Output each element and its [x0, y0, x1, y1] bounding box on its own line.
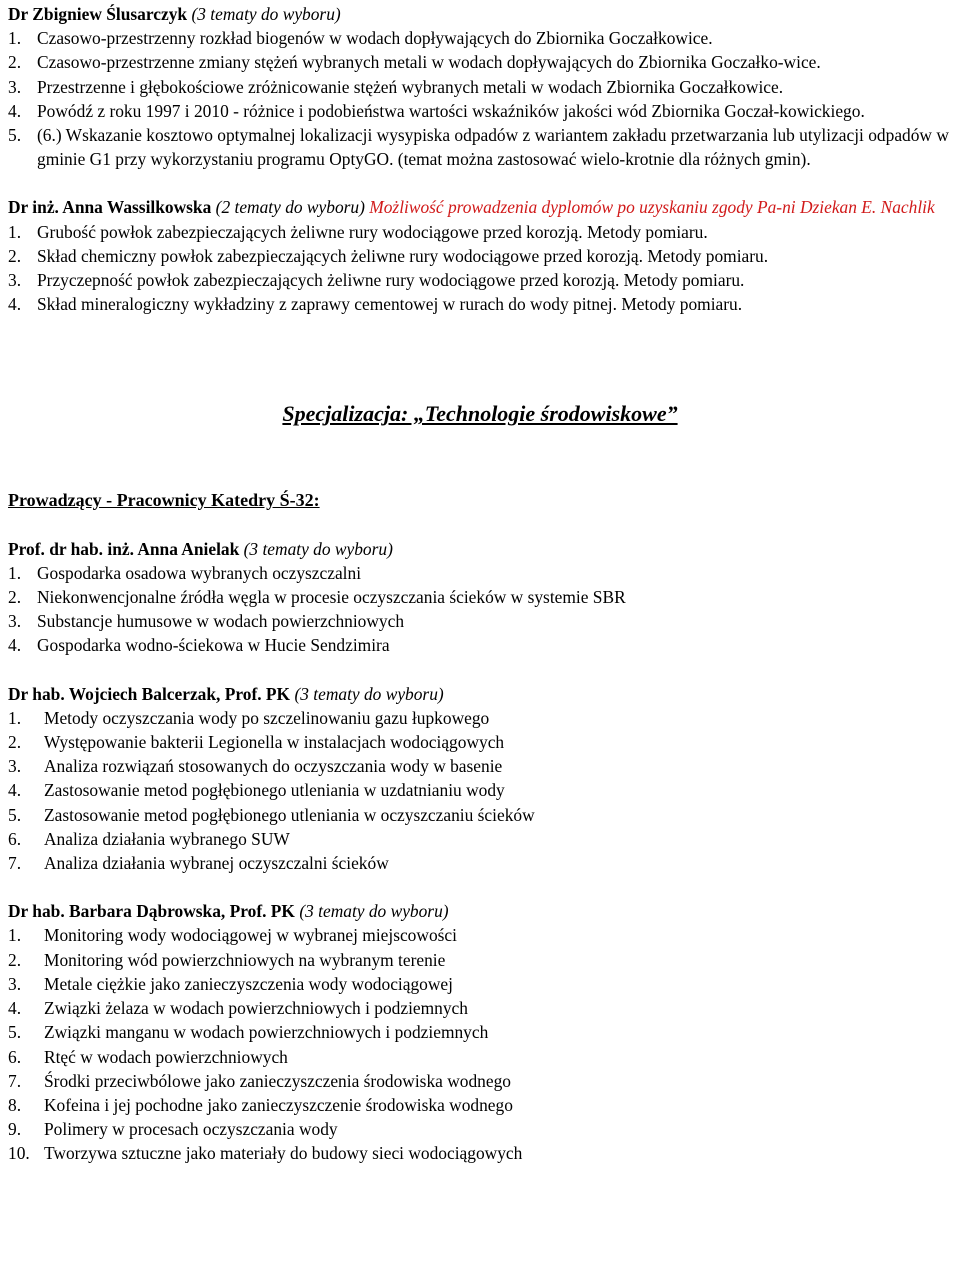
topic-item: [8, 123, 952, 171]
topic-number: 3.: [8, 756, 22, 777]
topic-text: Czasowo-przestrzenne zmiany stężeń wybranych metali w wodach dopływających do Zbiornika Goczałko-wice.: [37, 52, 821, 73]
topic-number: 1.: [8, 925, 22, 946]
topic-number: 1.: [8, 562, 22, 583]
topic-text: Występowanie bakterii Legionella w instalacjach wodociągowych: [44, 732, 505, 753]
topic-count-note: (3 tematy do wyboru): [187, 4, 341, 24]
topic-item: [8, 803, 952, 827]
topic-item: [8, 1141, 952, 1165]
topic-count-note: (3 tematy do wyboru): [294, 901, 449, 922]
staff-heading: Prowadzący - Pracownicy Katedry Ś-32:: [8, 490, 320, 511]
section-balcerzak: [8, 682, 952, 876]
topic-number: 2.: [8, 52, 22, 73]
topic-text: Niekonwencjonalne źródła węgla w procesie oczyszczania ścieków w systemie SBR: [37, 587, 626, 608]
topic-text: Przestrzenne i głębokościowe zróżnicowanie stężeń wybranych metali w wodach Zbiornika Goczałkowice.: [37, 76, 784, 97]
topic-text: Gospodarka wodno-ściekowa w Hucie Sendzimira: [37, 635, 390, 656]
topic-number: 3.: [8, 76, 22, 97]
topic-item: [8, 754, 952, 778]
topic-count-note: (2 tematy do wyboru): [211, 197, 370, 218]
supervisor-heading: [8, 2, 952, 26]
topic-item: [8, 948, 952, 972]
topic-item: [8, 923, 952, 947]
topic-item: [8, 972, 952, 996]
topic-number: 4.: [8, 998, 22, 1019]
supervisor-heading: [8, 899, 952, 923]
topic-count-note: (3 tematy do wyboru): [290, 683, 444, 704]
topic-text: Analiza rozwiązań stosowanych do oczyszczania wody w basenie: [44, 756, 503, 777]
topic-text: Powódź z roku 1997 i 2010 - różnice i podobieństwa wartości wskaźników jakości wód Zbiornika Goczał-kowickiego.: [37, 100, 865, 121]
topic-text: Analiza działania wybranego SUW: [44, 828, 290, 849]
topic-item: [8, 633, 952, 657]
topic-list: [8, 561, 952, 658]
topic-text: Rtęć w wodach powierzchniowych: [44, 1046, 288, 1067]
supervisor-heading: [8, 537, 952, 561]
topic-number: 4.: [8, 294, 22, 315]
supervisor-heading: [8, 195, 952, 219]
spacer: [8, 875, 952, 899]
topic-text: Tworzywa sztuczne jako materiały do budowy sieci wodociągowych: [44, 1143, 523, 1164]
topic-number: 9.: [8, 1119, 22, 1140]
topic-text: Metody oczyszczania wody po szczelinowaniu gazu łupkowego: [44, 707, 490, 728]
supervisor-name: Dr Zbigniew Ślusarczyk: [8, 4, 188, 24]
topic-number: 1.: [8, 28, 22, 49]
topic-number: 5.: [8, 125, 22, 146]
topic-number: 1.: [8, 707, 22, 728]
topic-number: 7.: [8, 853, 22, 874]
topic-number: 5.: [8, 804, 22, 825]
topic-item: [8, 268, 952, 292]
topic-number: 10.: [8, 1143, 30, 1164]
topic-text: (6.) Wskazanie kosztowo optymalnej lokalizacji wysypiska odpadów z wariantem zakładu przetwarzania lub utylizacji odpadów w gminie G1 przy wykorzystaniu programu OptyGO. (temat można zastosować wielo-krotnie dla różnych gmin).: [37, 125, 949, 170]
topic-item: [8, 609, 952, 633]
topic-item: [8, 292, 952, 316]
topic-text: Monitoring wody wodociągowej w wybranej miejscowości: [44, 925, 457, 946]
topic-text: Zastosowanie metod pogłębionego utleniania w uzdatnianiu wody: [44, 780, 505, 801]
topic-text: Środki przeciwbólowe jako zanieczyszczenia środowiska wodnego: [44, 1070, 511, 1091]
topic-number: 2.: [8, 245, 22, 266]
topic-number: 2.: [8, 587, 22, 608]
topic-text: Skład mineralogiczny wykładziny z zaprawy cementowej w rurach do wody pitnej. Metody pomiaru.: [37, 294, 743, 315]
section-anielak: [8, 537, 952, 658]
topic-item: [8, 1069, 952, 1093]
topic-item: [8, 1045, 952, 1069]
section-slusarczyk: [8, 2, 952, 171]
topic-item: [8, 244, 952, 268]
topic-item: [8, 778, 952, 802]
topic-item: [8, 1093, 952, 1117]
topic-number: 7.: [8, 1070, 22, 1091]
topic-text: Przyczepność powłok zabezpieczających żeliwne rury wodociągowe przed korozją. Metody pomiaru.: [37, 270, 745, 291]
section-wassilkowska: [8, 195, 952, 316]
topic-item: [8, 1117, 952, 1141]
topic-text: Metale ciężkie jako zanieczyszczenia wody wodociągowej: [44, 973, 453, 994]
topic-item: [8, 561, 952, 585]
topic-text: Polimery w procesach oczyszczania wody: [44, 1119, 338, 1140]
supervisor-title: Dr inż.: [8, 197, 63, 218]
approval-note: Możliwość prowadzenia dyplomów po uzyskaniu zgody Pa-ni Dziekan E. Nachlik: [369, 197, 935, 218]
supervisor-heading: [8, 682, 952, 706]
topic-text: Grubość powłok zabezpieczających żeliwne rury wodociągowe przed korozją. Metody pomiaru.: [37, 221, 708, 242]
section-dabrowska: [8, 899, 952, 1165]
topic-item: [8, 706, 952, 730]
topic-list: [8, 923, 952, 1165]
topic-text: Analiza działania wybranej oczyszczalni ścieków: [44, 853, 389, 874]
topic-item: [8, 827, 952, 851]
topic-count-note: (3 tematy do wyboru): [239, 538, 393, 559]
topic-number: 4.: [8, 635, 22, 656]
topic-number: 5.: [8, 1022, 22, 1043]
topic-number: 3.: [8, 270, 22, 291]
topic-item: [8, 220, 952, 244]
topic-item: [8, 730, 952, 754]
supervisor-name: Anna Wassilkowska: [62, 197, 212, 218]
topic-number: 6.: [8, 828, 22, 849]
topic-list: [8, 220, 952, 317]
topic-text: Substancje humusowe w wodach powierzchniowych: [37, 611, 405, 632]
topic-text: Czasowo-przestrzenny rozkład biogenów w wodach dopływających do Zbiornika Goczałkowice.: [37, 28, 713, 49]
topic-list: [8, 26, 952, 171]
spacer: [8, 513, 952, 537]
specialization-title: Specjalizacja: „Technologie środowiskowe”: [282, 401, 678, 427]
topic-item: [8, 26, 952, 50]
topic-number: 3.: [8, 611, 22, 632]
topic-number: 3.: [8, 973, 22, 994]
topic-number: 8.: [8, 1094, 22, 1115]
topic-text: Zastosowanie metod pogłębionego utleniania w oczyszczaniu ścieków: [44, 804, 535, 825]
topic-text: Związki żelaza w wodach powierzchniowych i podziemnych: [44, 998, 468, 1019]
spacer: [8, 171, 952, 195]
topic-item: [8, 1020, 952, 1044]
topic-text: Monitoring wód powierzchniowych na wybranym terenie: [44, 949, 446, 970]
topic-number: 6.: [8, 1046, 22, 1067]
topic-text: Kofeina i jej pochodne jako zanieczyszczenie środowiska wodnego: [44, 1094, 513, 1115]
topic-item: [8, 851, 952, 875]
topic-item: [8, 50, 952, 74]
topic-list: [8, 706, 952, 875]
topic-text: Gospodarka osadowa wybranych oczyszczalni: [37, 562, 362, 583]
topic-number: 1.: [8, 221, 22, 242]
topic-number: 4.: [8, 100, 22, 121]
spacer: [8, 428, 952, 488]
topic-number: 4.: [8, 780, 22, 801]
topic-text: Związki manganu w wodach powierzchniowych i podziemnych: [44, 1022, 489, 1043]
topic-item: [8, 585, 952, 609]
topic-item: [8, 99, 952, 123]
supervisor-name: Prof. dr hab. inż. Anna Anielak: [8, 538, 240, 559]
topic-item: [8, 996, 952, 1020]
spacer: [8, 658, 952, 682]
topic-item: [8, 75, 952, 99]
topic-text: Skład chemiczny powłok zabezpieczających żeliwne rury wodociągowe przed korozją. Metody pomiaru.: [37, 245, 769, 266]
supervisor-name: Dr hab. Barbara Dąbrowska, Prof. PK: [8, 901, 295, 922]
topic-number: 2.: [8, 732, 22, 753]
spacer: [8, 316, 952, 400]
topic-number: 2.: [8, 949, 22, 970]
supervisor-name: Dr hab. Wojciech Balcerzak, Prof. PK: [8, 683, 291, 704]
